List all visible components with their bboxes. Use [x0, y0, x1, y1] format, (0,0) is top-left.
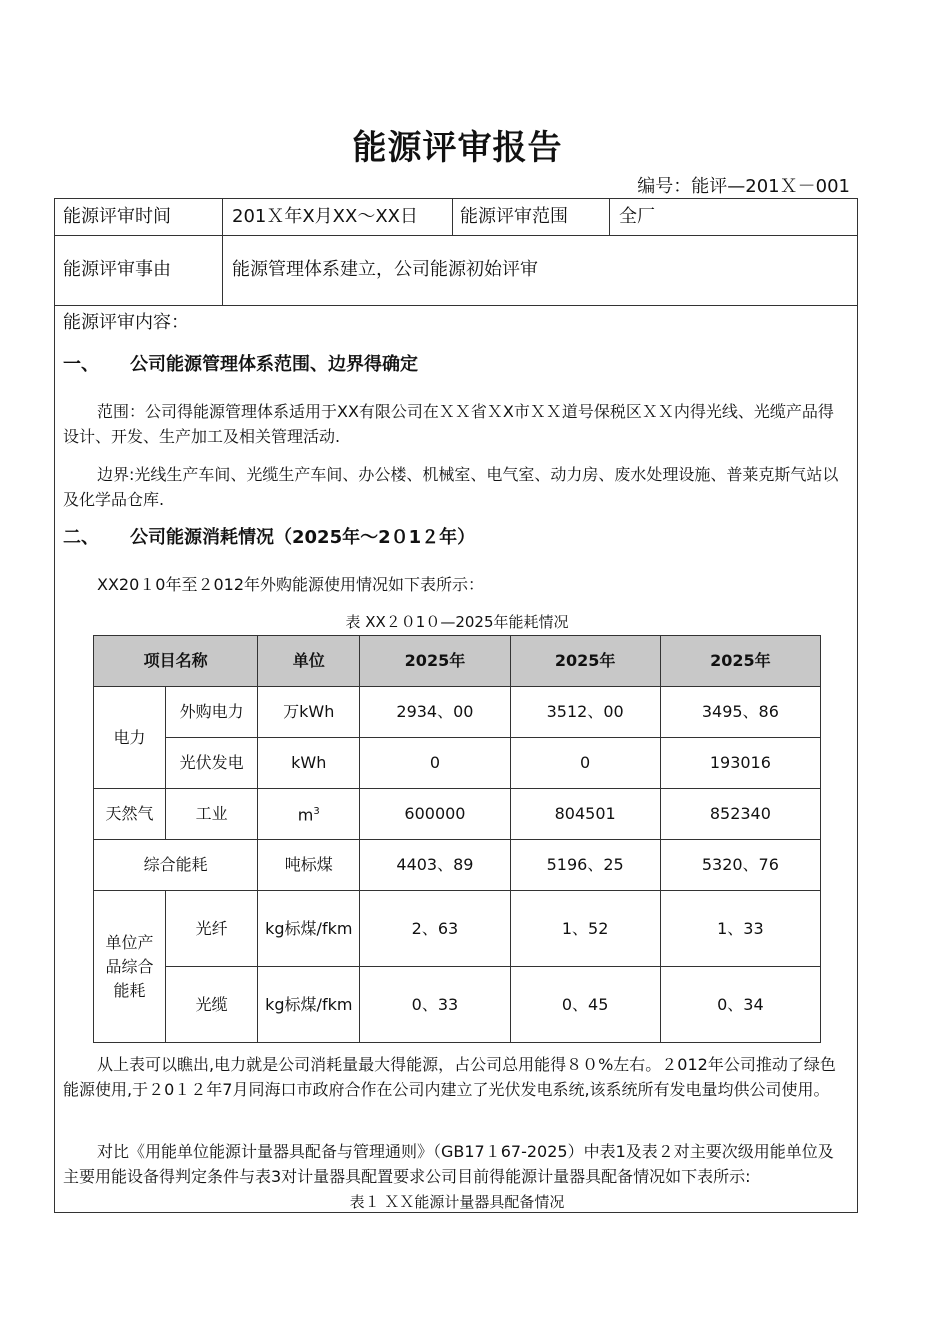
report-frame	[54, 198, 858, 1213]
table-row	[94, 738, 821, 789]
divider	[609, 199, 610, 235]
col-header-year: 2025年	[360, 636, 510, 687]
row-name: 光伏发电	[166, 738, 258, 789]
cell-value: 5196、25	[510, 840, 660, 891]
cell-value: 600000	[360, 789, 510, 840]
table-row	[94, 687, 821, 738]
cell-value: 852340	[660, 789, 820, 840]
divider	[452, 199, 453, 235]
cell-value: 0、45	[510, 967, 660, 1043]
review-time-label: 能源评审时间	[63, 206, 171, 227]
scope-paragraph: 范围：公司得能源管理体系适用于XX有限公司在ＸＸ省ＸX市ＸＸ道号保税区ＸＸ内得光线、光缆产品得设计、开发、生产加工及相关管理活动.	[63, 402, 834, 446]
row-unit	[258, 789, 360, 840]
cell-value: 1、52	[510, 891, 660, 967]
analysis-paragraph: 从上表可以瞧出,电力就是公司消耗量最大得能源，占公司总用能得８０%左右。２012年公司推动了绿色能源使用,于２0１２年7月同海口市政府合作在公司内建立了光伏发电系统,该系统所有发电量均供公司使用。	[63, 1055, 836, 1099]
group-unit-consumption: 单位产品综合能耗	[94, 891, 166, 1043]
divider	[222, 199, 223, 305]
unit-superscript: 3	[313, 806, 320, 818]
cell-value: 3512、00	[510, 687, 660, 738]
section1-number: 一、	[63, 354, 99, 375]
row-name: 综合能耗	[94, 840, 258, 891]
row-unit: 万kWh	[258, 687, 360, 738]
row-name: 光缆	[166, 967, 258, 1043]
section1-title: 公司能源管理体系范围、边界得确定	[130, 354, 418, 375]
group-electric: 电力	[94, 687, 166, 789]
document-number: 编号：能评—201Ｘ－001	[637, 176, 850, 197]
cell-value: 2、63	[360, 891, 510, 967]
cell-value: 804501	[510, 789, 660, 840]
col-header-year: 2025年	[510, 636, 660, 687]
cell-value: 193016	[660, 738, 820, 789]
col-header-unit: 单位	[258, 636, 360, 687]
cell-value: 4403、89	[360, 840, 510, 891]
table-row	[94, 967, 821, 1043]
table-row	[94, 789, 821, 840]
table-row	[94, 891, 821, 967]
row-unit: kg标煤/fkm	[258, 891, 360, 967]
review-reason-label: 能源评审事由	[63, 259, 171, 280]
section2-title: 公司能源消耗情况（2025年～2０1２年）	[130, 527, 476, 548]
energy-consumption-table	[93, 635, 821, 1043]
row-name: 外购电力	[166, 687, 258, 738]
cell-value: 1、33	[660, 891, 820, 967]
unit-text: m	[297, 805, 314, 825]
cell-value: 0、33	[360, 967, 510, 1043]
cell-value: 3495、86	[660, 687, 820, 738]
boundary-paragraph: 边界:光线生产车间、光缆生产车间、办公楼、机械室、电气室、动力房、废水处理设施、普莱克斯气站以及化学品仓库.	[63, 465, 839, 509]
review-time-value: 201Ｘ年X月XX～XX日	[232, 206, 419, 227]
comparison-paragraph: 对比《用能单位能源计量器具配备与管理通则》（GB17１67-2025）中表1及表２对主要次级用能单位及主要用能设备得判定条件与表3对计量器具配置要求公司目前得能源计量器具配备情况如下表所示:	[63, 1142, 834, 1186]
review-reason-value: 能源管理体系建立，公司能源初始评审	[232, 259, 538, 280]
row-name: 工业	[166, 789, 258, 840]
divider	[55, 235, 857, 236]
cell-value: 0、34	[660, 967, 820, 1043]
cell-value: 2934、00	[360, 687, 510, 738]
row-unit: kg标煤/fkm	[258, 967, 360, 1043]
table-row	[94, 840, 821, 891]
col-header-year: 2025年	[660, 636, 820, 687]
section2-number: 二、	[63, 527, 99, 548]
table2-caption: 表１ ＸＸ能源计量器具配备情况	[349, 1193, 565, 1211]
cell-value: 5320、76	[660, 840, 820, 891]
review-content-label: 能源评审内容：	[63, 312, 189, 333]
row-unit: 吨标煤	[258, 840, 360, 891]
cell-value: 0	[360, 738, 510, 789]
review-scope-value: 全厂	[619, 206, 655, 227]
report-title: 能源评审报告	[352, 128, 563, 168]
intro-paragraph: XX20１0年至２012年外购能源使用情况如下表所示：	[97, 575, 485, 594]
row-unit: kWh	[258, 738, 360, 789]
col-header-item: 项目名称	[94, 636, 258, 687]
cell-value: 0	[510, 738, 660, 789]
review-scope-label: 能源评审范围	[460, 206, 568, 227]
group-gas: 天然气	[94, 789, 166, 840]
row-name: 光纤	[166, 891, 258, 967]
table-caption: 表 XX２０1０—2025年能耗情况	[345, 613, 569, 631]
